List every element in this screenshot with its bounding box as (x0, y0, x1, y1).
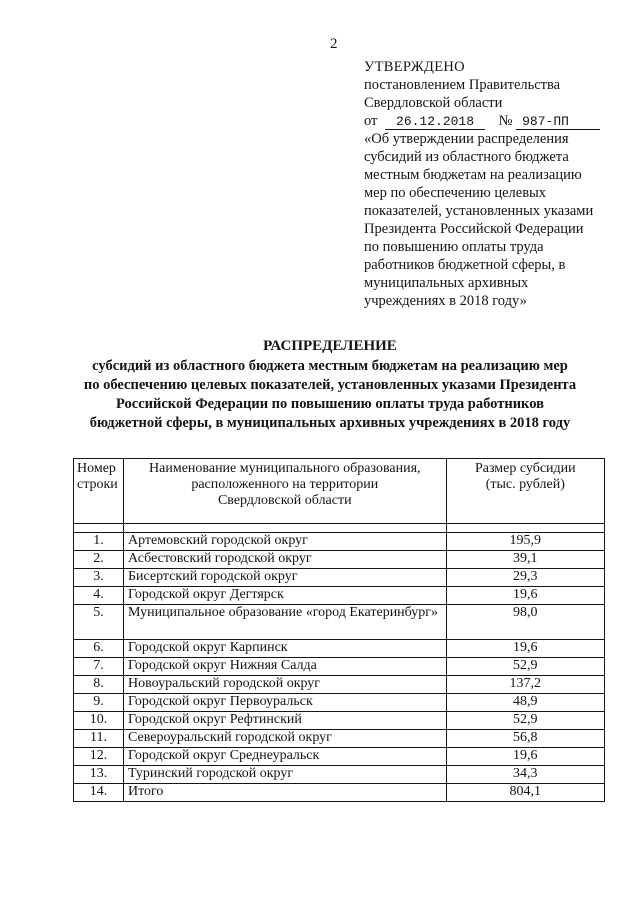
header-text: строки (77, 477, 118, 492)
header-text: Номер (77, 461, 116, 476)
table-row (74, 676, 605, 694)
row-number: 3. (74, 569, 124, 587)
header-text: Размер субсидии (474, 461, 576, 476)
row-municipality: Североуральский городской округ (123, 730, 446, 748)
gap-cell (446, 524, 604, 533)
approval-line: постановлением Правительства (364, 77, 561, 93)
approval-resolution-title (364, 130, 614, 310)
row-municipality: Городской округ Рефтинский (123, 712, 446, 730)
row-number: 5. (74, 605, 124, 640)
table-row (74, 587, 605, 605)
row-municipality: Туринский городской округ (123, 766, 446, 784)
date-prefix: от (364, 113, 378, 129)
table-row (74, 766, 605, 784)
approval-date-row (364, 112, 614, 130)
document-subtitle (70, 357, 590, 433)
row-amount: 29,3 (446, 569, 604, 587)
row-municipality: Бисертский городской округ (123, 569, 446, 587)
row-number: 13. (74, 766, 124, 784)
row-amount: 19,6 (446, 640, 604, 658)
document-title: РАСПРЕДЕЛЕНИЕ (263, 338, 397, 354)
subtitle-line: субсидий из областного бюджета местным бюджетам на реализацию мер (92, 358, 568, 374)
approval-date: 26.12.2018 (385, 114, 485, 130)
resolution-title-line: «Об утверждении распределения (364, 131, 569, 147)
header-text: Свердловской области (217, 493, 352, 508)
row-amount: 98,0 (446, 605, 604, 640)
table-gap-row (74, 524, 605, 533)
resolution-title-line: субсидий из областного бюджета (364, 149, 569, 165)
row-municipality: Артемовский городской округ (123, 533, 446, 551)
table-row (74, 640, 605, 658)
row-amount: 195,9 (446, 533, 604, 551)
row-number: 4. (74, 587, 124, 605)
header-amount (446, 459, 604, 524)
row-amount: 52,9 (446, 712, 604, 730)
row-amount: 34,3 (446, 766, 604, 784)
table-row (74, 658, 605, 676)
subtitle-line: Российской Федерации по повышению оплаты труда работников (116, 396, 544, 412)
resolution-title-line: показателей, установленных указами (364, 203, 594, 219)
row-number: 9. (74, 694, 124, 712)
header-text: (тыс. рублей) (485, 477, 565, 492)
row-municipality: Городской округ Дегтярск (123, 587, 446, 605)
table-row (74, 730, 605, 748)
row-amount: 19,6 (446, 748, 604, 766)
approval-number: 987-ПП (516, 114, 600, 130)
table-row (74, 694, 605, 712)
row-number: 12. (74, 748, 124, 766)
page-number: 2 (330, 36, 338, 52)
number-label: № (498, 113, 513, 129)
row-amount: 52,9 (446, 658, 604, 676)
approval-line: Свердловской области (364, 95, 503, 111)
row-number: 7. (74, 658, 124, 676)
header-text: Наименование муниципального образования, (149, 461, 421, 476)
table-row (74, 712, 605, 730)
gap-cell (123, 524, 446, 533)
row-municipality: Городской округ Среднеуральск (123, 748, 446, 766)
row-number: 2. (74, 551, 124, 569)
row-number: 11. (74, 730, 124, 748)
resolution-title-line: работников бюджетной сферы, в (364, 257, 566, 273)
row-municipality: Итого (123, 784, 446, 802)
row-amount: 48,9 (446, 694, 604, 712)
subsidies-table (73, 458, 605, 802)
header-row-number (74, 459, 124, 524)
table-header-row (74, 459, 605, 524)
row-number: 10. (74, 712, 124, 730)
approved-heading: УТВЕРЖДЕНО (364, 59, 465, 75)
resolution-title-line: мер по обеспечению целевых (364, 185, 547, 201)
row-number: 1. (74, 533, 124, 551)
gap-cell (74, 524, 124, 533)
table-row (74, 551, 605, 569)
resolution-title-line: Президента Российской Федерации (364, 221, 584, 237)
row-municipality: Городской округ Первоуральск (123, 694, 446, 712)
header-municipality (123, 459, 446, 524)
resolution-title-line: муниципальных архивных (364, 275, 529, 291)
row-municipality: Городской округ Нижняя Салда (123, 658, 446, 676)
row-municipality: Новоуральский городской округ (123, 676, 446, 694)
header-text: расположенного на территории (191, 477, 379, 492)
table-row (74, 748, 605, 766)
resolution-title-line: учреждениях в 2018 году» (364, 293, 527, 309)
subtitle-line: по обеспечению целевых показателей, установленных указами Президента (83, 377, 577, 393)
row-number: 8. (74, 676, 124, 694)
row-municipality: Городской округ Карпинск (123, 640, 446, 658)
row-number: 6. (74, 640, 124, 658)
row-number: 14. (74, 784, 124, 802)
resolution-title-line: по повышению оплаты труда (364, 239, 544, 255)
table-row (74, 605, 605, 640)
table-row (74, 569, 605, 587)
resolution-title-line: местным бюджетам на реализацию (364, 167, 582, 183)
row-municipality: Асбестовский городской округ (123, 551, 446, 569)
row-amount: 804,1 (446, 784, 604, 802)
approval-block (364, 58, 614, 310)
row-amount: 56,8 (446, 730, 604, 748)
table-row-total (74, 784, 605, 802)
table-row (74, 533, 605, 551)
subtitle-line: бюджетной сферы, в муниципальных архивных учреждениях в 2018 году (89, 415, 571, 431)
row-amount: 19,6 (446, 587, 604, 605)
row-amount: 39,1 (446, 551, 604, 569)
row-municipality: Муниципальное образование «город Екатеринбург» (123, 605, 446, 640)
row-amount: 137,2 (446, 676, 604, 694)
